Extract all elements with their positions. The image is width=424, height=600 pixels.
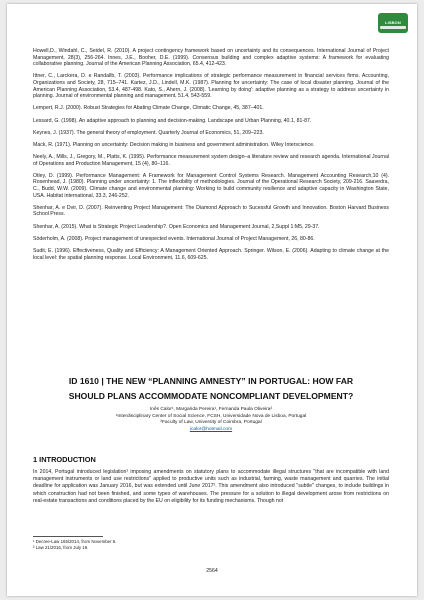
references-list: [33, 48, 389, 267]
reference-item: Sudit, E. (1996). Effectiveness, Quality and Efficiency: A Management Oriented Approach. Springer. Wilson, E. (2006). Adapting to climate change at the local level: the spatial planning response. Local Environment, 11.6, 609-625.: [33, 248, 389, 261]
authors-line: Inês Calor¹, Margarida Pereira¹, Fernanda Paula Oliveira²: [149, 407, 273, 412]
reference-item: Lessard, G. (1998). An adaptive approach to planning and decision-making. Landscape and Urban Planning, 40.1, 81-87.: [33, 117, 312, 124]
footnote-item: ¹ Decree-Law 165/2014, from November 5.: [33, 539, 117, 544]
reference-item: Söderholm, A. (2008). Project management of unexpected events. International Journal of Project Management, 26, 80-86.: [33, 235, 315, 242]
reference-item: Neely, A., Mills, J., Gregory, M., Platts, K. (1995). Performance measurement system design–a literature review and research agenda. International Journal of Operations and Production Management, 15 (4), 80–116.: [33, 154, 389, 167]
author-block: [33, 407, 389, 433]
author-email-link[interactable]: icalor@hotmail.com: [189, 426, 233, 432]
page-number: 2564: [206, 568, 218, 574]
conference-logo-icon: [378, 13, 408, 33]
section-heading: 1 INTRODUCTION: [33, 455, 96, 464]
paper-title-line: SHOULD PLANS ACCOMMODATE NONCOMPLIANT DEVELOPMENT?: [68, 391, 354, 401]
reference-item: Shenhar, A. e Dvir, D. (2007). Reinventing Project Management: The Diamond Approach to Sucessful Growth and Innovation. Boston Harvard Business School Press.: [33, 204, 389, 218]
body-paragraph: In 2014, Portugal introduced legislation¹ imposing amendments on statutory plans to accommodate illegal structures "that are incompatible with land management instruments or land use restrictions" applied to productive units such as industrial, farming, waste management and quarries. The initial deadline for application was January 2016, but was extended until June 2017². This amendment also introduced "subtle" changes, to include buildings in which construction had not been finished, and some types of warehouses. The pressure for a solution to illegal development arose from restrictions on real-estate transactions and conditions placed by the EU on eligibility for its funding mechanisms. Though not: [33, 469, 389, 504]
paper-title: [33, 374, 389, 404]
document-page: [7, 4, 417, 596]
reference-item: Ittner, C., Larckera, D. e Randallb, T. (2003). Performance implications of strategic performance measurement in financial services firms. Accounting, Organizations and Society, 28, 715–741. Kartez, J.D., Lindell, M.K. (1987). Planning for uncertainty: The case of local disaster planning. Journal of the American Planning Association, 53.4, 487-498. Kato, S., Ahern, J. (2008). 'Learning by doing': adaptive planning as a strategy to address uncertainty in planning. Journal of environmental planning and management, 51.4, 543-559.: [33, 73, 389, 100]
footnote-divider: [33, 536, 103, 537]
reference-item: Otley, D. (1999). Performance Management: A Framework for Management Control Systems Research. Management Accounting Research,10 (4). Rosenhead, J. (1980). Planning under uncertainty: 1. The inflexibility of methodologies. Journal of the Operational Research Society, 209-216. Saavedra, C., Budd, W.W. (2009). Climate change and environmental planning: Working to build community resilience and adaptive capacity in Washington State, USA. Habitat international, 33.3, 246-252.: [33, 172, 389, 199]
affiliation-line: ²Faculty of Law, University of Coimbra, Portugal: [160, 420, 262, 426]
paper-title-line: ID 1610 | THE NEW “PLANNING AMNESTY” IN PORTUGAL: HOW FAR: [68, 376, 354, 386]
reference-item: Mack, R. (1971). Planning on uncertainty: Decision making in business and government administration. Wiley Interscience.: [33, 141, 315, 148]
reference-item: Shenhar, A. (2015). What is Strategic Project Leadership?. Open Economics and Management Journal, 2,Suppl 1:M5, 29-37.: [33, 223, 320, 230]
footnotes: [33, 539, 389, 551]
reference-item: Lempert, R.J. (2000). Robust Strategies for Abating Climate Change, Climatic Change, 45, 387–401.: [33, 105, 264, 112]
footnote-item: ² Law 21/2016, from July 19.: [33, 545, 89, 550]
logo-text: LISBON: [385, 20, 401, 25]
reference-item: Keynes, J. (1937). The general theory of employment. Quarterly Journal of Economics, 51, 209–223.: [33, 129, 264, 136]
reference-item: Howell,D., Windahl, C., Seidel, R. (2010). A project contingency framework based on uncertainty and its consequences. International Journal of Project Management, 28(3), 256-264. Innes, J.E., Booher, D.E. (1999). Consensus building and complex adaptive systems: A framework for evaluating collaborative planning. Journal of the American Planning Association, 65.4, 412-423.: [33, 48, 389, 68]
affiliation-line: ¹Interdisciplinary Center of Social Science, FCSH, Universidade Nova de Lisboa, Portugal: [115, 413, 307, 419]
